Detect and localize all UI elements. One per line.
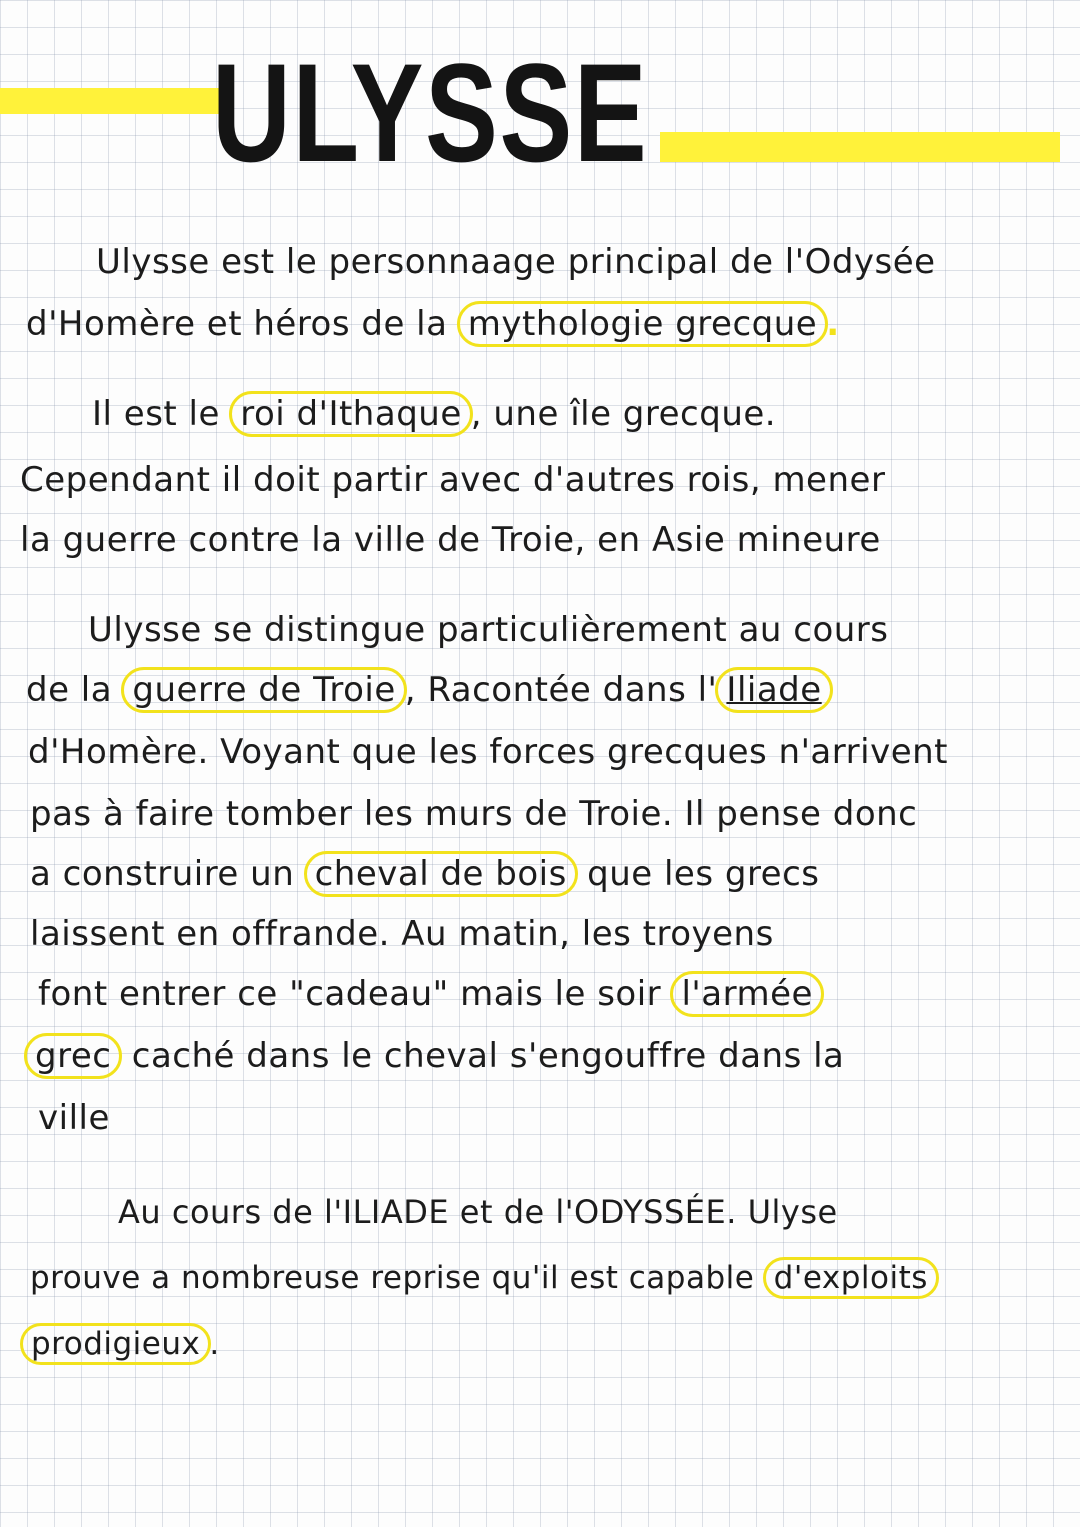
p3-line-8: grec caché dans le cheval s'engouffre dans la [26,1034,844,1078]
p4-line-1: Au cours de l'ILIADE et de l'ODYSSÉE. Ulyse [118,1193,838,1231]
p3-line-1: Ulysse se distingue particulièrement au cours [88,610,889,650]
circled-prodigieux: prodigieux [20,1323,211,1365]
title-highlight-right [660,132,1060,162]
p1-line-1: Ulysse est le personnaage principal de l'Odysée [96,242,936,282]
circled-iliade: Iliade [715,667,832,713]
page-title: ULYSSE [212,34,649,191]
circled-roi-ithaque: roi d'Ithaque [229,391,473,437]
p4-line-2: prouve a nombreuse reprise qu'il est capable d'exploits [30,1256,937,1300]
title-highlight-left [0,88,222,114]
circled-exploits: d'exploits [763,1257,939,1299]
p3-line-4: pas à faire tomber les murs de Troie. Il pense donc [30,794,918,834]
p2-line-1: Il est le roi d'Ithaque , une île grecque. [92,392,776,436]
p3-line-2: de la guerre de Troie , Racontée dans l' Iliade [26,668,831,712]
circled-guerre-de-troie: guerre de Troie [121,667,406,713]
circled-grec: grec [24,1033,122,1079]
p2-line-3: la guerre contre la ville de Troie, en Asie mineure [20,520,881,560]
p3-line-9: ville [38,1098,110,1138]
p2-line-2: Cependant il doit partir avec d'autres rois, mener [20,460,886,500]
p1-line-2: d'Homère et héros de la mythologie grecque . [26,302,840,346]
circled-armee: l'armée [670,971,823,1017]
p3-line-7: font entrer ce "cadeau" mais le soir l'armée [38,972,822,1016]
circled-cheval-de-bois: cheval de bois [304,851,578,897]
p3-line-3: d'Homère. Voyant que les forces grecques n'arrivent [28,732,948,772]
p4-line-3: prodigieux . [22,1322,220,1366]
p3-line-5: a construire un cheval de bois que les grecs [30,852,820,896]
circled-mythologie-grecque: mythologie grecque [457,301,828,347]
p3-line-6: laissent en offrande. Au matin, les troyens [30,914,774,954]
